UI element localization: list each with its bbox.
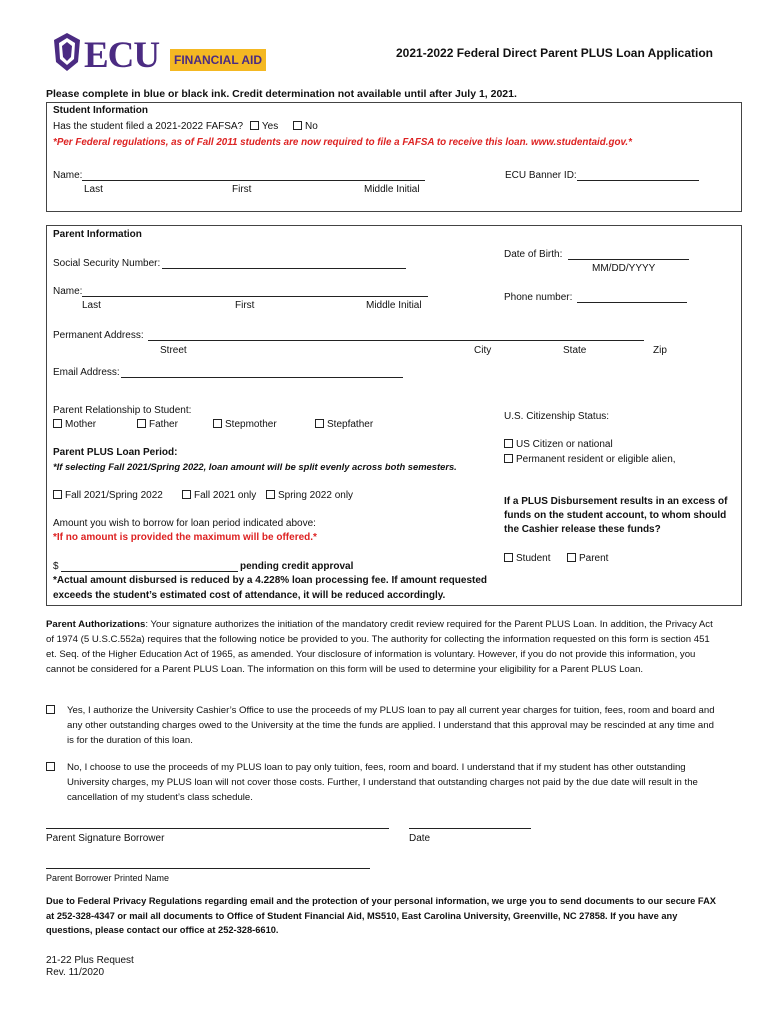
citizenship-resident[interactable]: Permanent resident or eligible alien, (504, 454, 676, 465)
state-label: State (563, 345, 587, 356)
excess-student-checkbox[interactable] (504, 553, 513, 562)
parent-section-title: Parent Information (53, 229, 142, 240)
signature-field[interactable] (46, 818, 389, 829)
student-first-label: First (232, 184, 252, 195)
fafsa-note: *Per Federal regulations, as of Fall 2011 students are now required to file a FAFSA to receive this loan. www.studentaid.gov.* (53, 137, 632, 148)
excess-parent[interactable]: Parent (567, 553, 608, 564)
authorization-body: : Your signature authorizes the initiation of the mandatory credit review required for the Parent PLUS Loan. In addition, the Privacy Act of 1974 (5 U.S.C.552a) requires that the following notice be provided to you. The authority for collecting the information requested on this form is section 451 et. Seq. of the Higher Education Act of 1965, as amended. Your disclosure of information is voluntary. However, if you do not provide this information, you cannot be considered for a Parent PLUS Loan. The information on this form will be used to determine your eligibility for a Parent PLUS Loan. (46, 619, 713, 675)
auth-yes-checkbox[interactable] (46, 705, 55, 714)
phone-field[interactable] (577, 292, 687, 303)
pending-label: pending credit approval (240, 561, 354, 572)
fafsa-question-label: Has the student filed a 2021-2022 FAFSA? (53, 121, 244, 132)
relationship-label: Parent Relationship to Student: (53, 405, 192, 416)
dollar-sign: $ (53, 561, 59, 572)
fafsa-no-checkbox[interactable] (293, 121, 302, 130)
student-section (46, 102, 742, 212)
banner-id-label: ECU Banner ID: (505, 170, 577, 181)
fafsa-question (53, 121, 318, 132)
period-fall-spring[interactable]: Fall 2021/Spring 2022 (53, 490, 163, 501)
printed-name-label: Parent Borrower Printed Name (46, 873, 170, 883)
student-section-title: Student Information (53, 105, 148, 116)
student-middle-label: Middle Initial (364, 184, 420, 195)
excess-question-1: If a PLUS Disbursement results in an excess of (504, 496, 728, 507)
fafsa-yes-label: Yes (261, 121, 279, 132)
perm-resident-checkbox[interactable] (504, 454, 513, 463)
revision: Rev. 11/2020 (46, 967, 105, 978)
parent-first-label: First (235, 300, 255, 311)
period-spring-only[interactable]: Spring 2022 only (266, 490, 353, 501)
phone-label: Phone number: (504, 292, 573, 303)
email-label: Email Address: (53, 367, 120, 378)
student-name-field[interactable] (82, 170, 425, 181)
father-checkbox[interactable] (137, 419, 146, 428)
fall-only-checkbox[interactable] (182, 490, 191, 499)
parent-name-field[interactable] (82, 286, 428, 297)
ecu-seal-icon (52, 32, 82, 72)
excess-question-2: funds on the student account, to whom should (504, 510, 727, 521)
spring-only-checkbox[interactable] (266, 490, 275, 499)
printed-name-field[interactable] (46, 858, 370, 869)
auth-no-text: No, I choose to use the proceeds of my PLUS loan to pay only tuition, fees, room and board. I understand that if my student has other outstanding University charges, my PLUS loan will not cover those costs. Further, I understand that outstanding charges not paid by the due date will result in the cancellation of my student’s class schedule. (67, 762, 698, 803)
excess-question-3: the Cashier release these funds? (504, 524, 661, 535)
stepfather-checkbox[interactable] (315, 419, 324, 428)
fee-note-line1: *Actual amount disbursed is reduced by a 4.228% loan processing fee. If amount requested (53, 575, 488, 586)
street-label: Street (160, 345, 187, 356)
email-field[interactable] (121, 367, 403, 378)
address-field[interactable] (148, 330, 644, 341)
fafsa-no-label: No (305, 121, 318, 132)
auth-yes-text: Yes, I authorize the University Cashier’s Office to use the proceeds of my PLUS loan to pay all current year charges for tuition, fees, room and board and any other outstanding charges owed to the University at the time the funds are applied. I understand that this approval may be rescinded at any time and is for the duration of this loan. (67, 705, 715, 746)
ssn-field[interactable] (162, 258, 406, 269)
page-title: 2021-2022 Federal Direct Parent PLUS Loan Application (396, 46, 713, 60)
citizenship-label: U.S. Citizenship Status: (504, 411, 610, 422)
mother-checkbox[interactable] (53, 419, 62, 428)
citizenship-us[interactable]: US Citizen or national (504, 439, 613, 450)
amount-note: *If no amount is provided the maximum will be offered.* (53, 532, 317, 543)
fall-spring-checkbox[interactable] (53, 490, 62, 499)
dob-field[interactable] (568, 249, 689, 260)
loan-period-label: Parent PLUS Loan Period: (53, 447, 178, 458)
form-id: 21-22 Plus Request (46, 955, 134, 966)
us-citizen-checkbox[interactable] (504, 439, 513, 448)
ssn-label: Social Security Number: (53, 258, 161, 269)
city-label: City (474, 345, 492, 356)
ecu-logo: ECU (84, 35, 160, 76)
authorization-heading: Parent Authorizations (46, 619, 146, 630)
relationship-father[interactable]: Father (137, 419, 178, 430)
privacy-notice: Due to Federal Privacy Regulations regarding email and the protection of your personal information, we urge you to send documents to our secure FAX at 252-328-4347 or mail all documents to Office of Student Financial Aid, MS510, East Carolina University, Greenville, NC 27858. If you have any questions, please contact our office at 252-328-6610. (46, 896, 717, 935)
period-fall-only[interactable]: Fall 2021 only (182, 490, 256, 501)
address-label: Permanent Address: (53, 330, 144, 341)
zip-label: Zip (653, 345, 667, 356)
dob-label: Date of Birth: (504, 249, 563, 260)
fafsa-yes-checkbox[interactable] (250, 121, 259, 130)
parent-last-label: Last (82, 300, 101, 311)
excess-parent-checkbox[interactable] (567, 553, 576, 562)
authorization-text (46, 617, 722, 677)
auth-no-checkbox[interactable] (46, 762, 55, 771)
signature-label: Parent Signature Borrower (46, 833, 165, 844)
dob-format: MM/DD/YYYY (592, 263, 656, 274)
excess-student[interactable]: Student (504, 553, 550, 564)
date-field[interactable] (409, 818, 531, 829)
ink-instruction: Please complete in blue or black ink. Credit determination not available until after July 1, 2021. (46, 88, 517, 100)
relationship-mother[interactable]: Mother (53, 419, 96, 430)
amount-label: Amount you wish to borrow for loan period indicated above: (53, 518, 316, 529)
relationship-stepfather[interactable]: Stepfather (315, 419, 373, 430)
date-label: Date (409, 833, 431, 844)
amount-field[interactable] (61, 561, 238, 572)
loan-period-note: *If selecting Fall 2021/Spring 2022, loan amount will be split evenly across both semesters. (53, 461, 457, 472)
banner-id-field[interactable] (577, 170, 699, 181)
parent-middle-label: Middle Initial (366, 300, 422, 311)
student-last-label: Last (84, 184, 103, 195)
stepmother-checkbox[interactable] (213, 419, 222, 428)
parent-name-label: Name: (53, 286, 83, 297)
fee-note-line2: exceeds the student’s estimated cost of attendance, it will be reduced accordingly. (53, 590, 446, 601)
financial-aid-badge: FINANCIAL AID (170, 49, 266, 71)
student-name-label: Name: (53, 170, 83, 181)
relationship-stepmother[interactable]: Stepmother (213, 419, 277, 430)
